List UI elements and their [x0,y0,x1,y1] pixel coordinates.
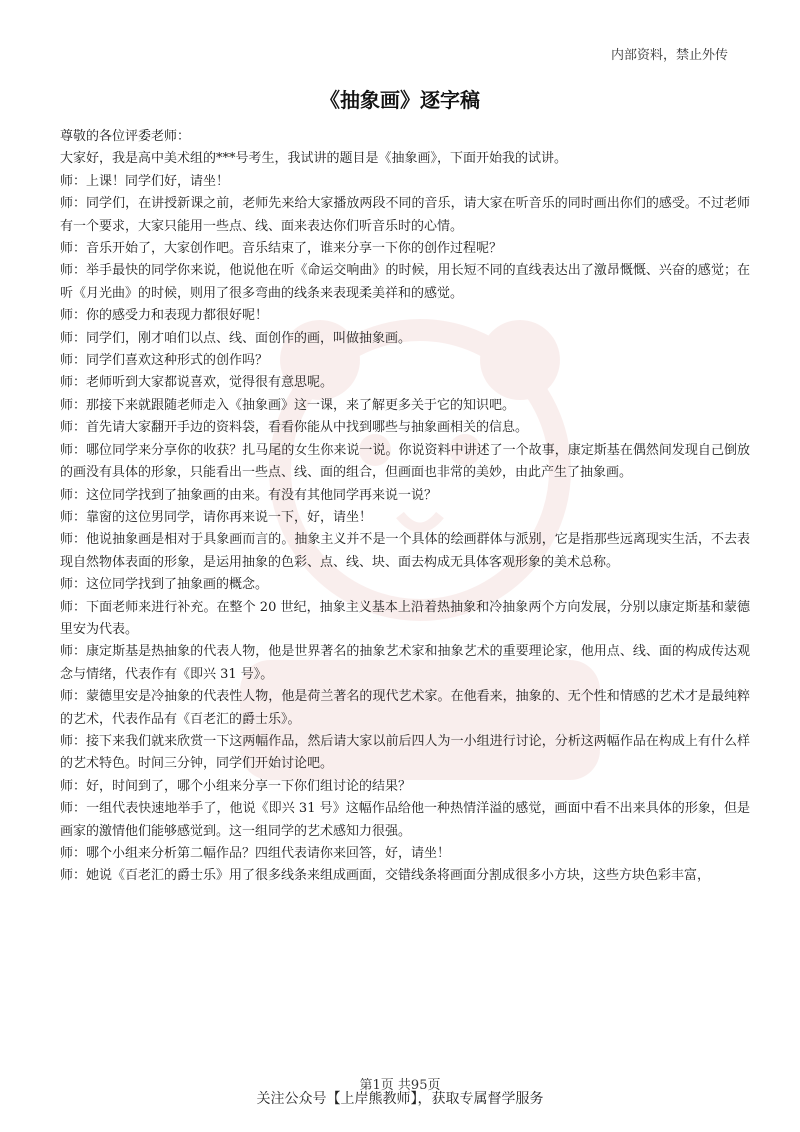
document-title: 《抽象画》逐字稿 [320,88,480,112]
paragraph: 师：好，时间到了，哪个小组来分享一下你们组讨论的结果？ [60,778,412,794]
paragraph: 师：老师听到大家都说喜欢，觉得很有意思呢。 [60,375,334,391]
paragraph: 师：同学们，在讲授新课之前，老师先来给大家播放两段不同的音乐，请大家在听音乐的同时画出你们的感受。不过老师有一个要求，大家只能用一些点、线、面来表达你们听音乐时的心情。 [60,196,750,234]
document-body [60,126,750,888]
paragraph: 师：哪个小组来分析第二幅作品？四组代表请你来回答，好，请坐！ [60,846,451,861]
paragraph: 师：接下来我们就来欣赏一下这两幅作品，然后请大家以前后四人为一小组进行讨论，分析这两幅作品在构成上有什么样的艺术特色。时间三分钟，同学们开始讨论吧。 [60,733,750,772]
paragraph: 师：你的感受力和表现力都很好呢！ [60,308,269,324]
page-indicator: 第1页 共95页 [359,1078,441,1093]
paragraph: 师：蒙德里安是冷抽象的代表性人物，他是荷兰著名的现代艺术家。在他看来，抽象的、无个性和情感的艺术才是最纯粹的艺术，代表作品有《百老汇的爵士乐》。 [60,689,750,727]
paragraph: 师：这位同学找到了抽象画的概念。 [60,577,269,593]
paragraph: 师：音乐开始了，大家创作吧。音乐结束了，谁来分享一下你的创作过程呢？ [60,241,503,257]
paragraph: 师：举手最快的同学你来说，他说他在听《命运交响曲》的时候，用长短不同的直线表达出了激昂慨慨、兴奋的感觉；在听《月光曲》的时候，则用了很多弯曲的线条来表现柔美祥和的感觉。 [60,263,750,301]
paragraph: 师：她说《百老汇的爵士乐》用了很多线条来组成画面，交错线条将画面分割成很多小方块，这些方块色彩丰富， [60,868,711,884]
paragraph: 师：首先请大家翻开手边的资料袋，看看你能从中找到哪些与抽象画相关的信息。 [60,420,529,436]
paragraph: 师：同学们，刚才咱们以点、线、面创作的画，叫做抽象画。 [60,330,412,346]
paragraph: 师：上课！同学们好，请坐！ [60,173,230,189]
paragraph: 师：靠窗的这位男同学，请你再来说一下，好，请坐！ [60,509,373,525]
paragraph: 师：下面老师来进行补充。在整个 20 世纪，抽象主义基本上沿着热抽象和冷抽象两个方向发展，分别以康定斯基和蒙德里安为代表。 [60,599,750,637]
paragraph: 师：康定斯基是热抽象的代表人物，他是世界著名的抽象艺术家和抽象艺术的重要理论家，他用点、线、面的构成传达观念与情绪，代表作有《即兴 31 号》。 [60,644,750,682]
paragraph: 师：那接下来就跟随老师走入《抽象画》这一课，来了解更多关于它的知识吧。 [60,397,516,413]
confidential-note: 内部资料，禁止外传 [610,48,728,63]
paragraph: 师：这位同学找到了抽象画的由来。有没有其他同学再来说一说？ [60,487,438,503]
paragraph: 尊敬的各位评委老师： [60,129,191,144]
paragraph: 师：一组代表快速地举手了，他说《即兴 31 号》这幅作品给他一种热情洋溢的感觉，画面中看不出来具体的形象，但是画家的激情他们能够感觉到。这一组同学的艺术感知力很强。 [60,801,750,839]
footer-promo-text: 关注公众号【上岸熊教师】，获取专属督学服务 [256,1091,544,1107]
paragraph: 大家好，我是高中美术组的***号考生，我试讲的题目是《抽象画》，下面开始我的试讲。 [60,151,568,167]
paragraph: 师：同学们喜欢这种形式的创作吗？ [60,353,269,369]
paragraph: 师：哪位同学来分享你的收获？扎马尾的女生你来说一说。你说资料中讲述了一个故事，康定斯基在偶然间发现自己倒放的画没有具体的形象，只能看出一些点、线、面的组合，但画面也非常的美妙，由此产生了抽象画。 [60,442,750,481]
paragraph: 师：他说抽象画是相对于具象画而言的。抽象主义并不是一个具体的绘画群体与派别，它是指那些远离现实生活，不去表现自然物体表面的形象，是运用抽象的色彩、点、线、块、面去构成无具体客观形象的美术总称。 [60,532,750,570]
